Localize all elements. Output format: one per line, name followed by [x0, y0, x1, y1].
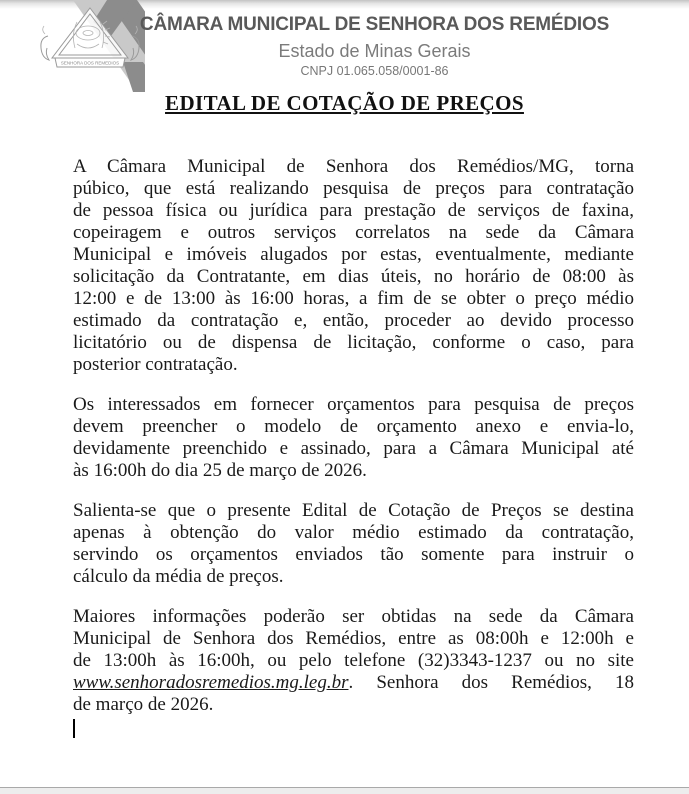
text-line: devidamente preenchido e assinado, para a Câmara Municipal até [73, 438, 634, 459]
text-line: estimado da contratação e, então, proceder ao devido processo [73, 310, 634, 331]
paragraphs [73, 156, 634, 734]
text-line [73, 672, 634, 694]
text-line: de 13:00h às 16:00h, ou pelo telefone (32)3343-1237 ou no site [73, 650, 634, 671]
text-line: A Câmara Municipal de Senhora dos Remédios/MG, torna [73, 156, 634, 177]
text-line: apenas à obtenção do valor médio estimado da contratação, [73, 522, 634, 543]
text-line: copeiragem e outros serviços correlatos na sede da Câmara [73, 222, 634, 243]
text-segment: . Senhora dos Remédios, 18 [348, 672, 634, 693]
text-line: de março de 2026. [73, 694, 214, 715]
text-line: Os interessados em fornecer orçamentos para pesquisa de preços [73, 394, 634, 415]
text-cursor [73, 719, 75, 738]
text-line: 12:00 e de 13:00 às 16:00 horas, a fim de se obter o preço médio [73, 288, 634, 309]
text-line: servindo os orçamentos enviados tão somente para instruir o [73, 544, 634, 565]
text-line: devem preencher o modelo de orçamento anexo e envia-lo, [73, 416, 634, 437]
text-line: solicitação da Contratante, em dias úteis, no horário de 08:00 às [73, 266, 634, 287]
logo-banner-text: SENHORA DOS REMEDIOS [60, 60, 120, 66]
window-bottom-edge [0, 787, 689, 794]
paragraph [73, 394, 634, 482]
org-name: CÂMARA MUNICIPAL DE SENHORA DOS REMÉDIOS [139, 14, 610, 35]
paragraph [73, 156, 634, 376]
org-cnpj: CNPJ 01.065.058/0001-86 [300, 64, 449, 78]
text-line: cálculo da média de preços. [73, 566, 284, 587]
paragraph [73, 606, 634, 716]
text-line: de pessoa física ou jurídica para prestação de serviços de faxina, [73, 200, 634, 221]
org-state: Estado de Minas Gerais [278, 41, 471, 61]
text-line: Municipal e imóveis alugados por estas, eventualmente, mediante [73, 244, 634, 265]
website-link[interactable]: www.senhoradosremedios.mg.leg.br [73, 672, 349, 693]
text-line: licitatório ou de dispensa de licitação, conforme o caso, para [73, 332, 634, 353]
text-line: Maiores informações poderão ser obtidas na sede da Câmara [73, 606, 634, 627]
document-title: EDITAL DE COTAÇÃO DE PREÇOS [165, 91, 524, 115]
text-line: Municipal de Senhora dos Remédios, entre as 08:00h e 12:00h e [73, 628, 634, 649]
paragraph [73, 500, 634, 588]
text-line: às 16:00h do dia 25 de março de 2026. [73, 460, 367, 481]
text-line: púbico, que está realizando pesquisa de preços para contratação [73, 178, 634, 199]
text-line: posterior contratação. [73, 354, 238, 375]
text-line: Salienta-se que o presente Edital de Cotação de Preços se destina [73, 500, 634, 521]
